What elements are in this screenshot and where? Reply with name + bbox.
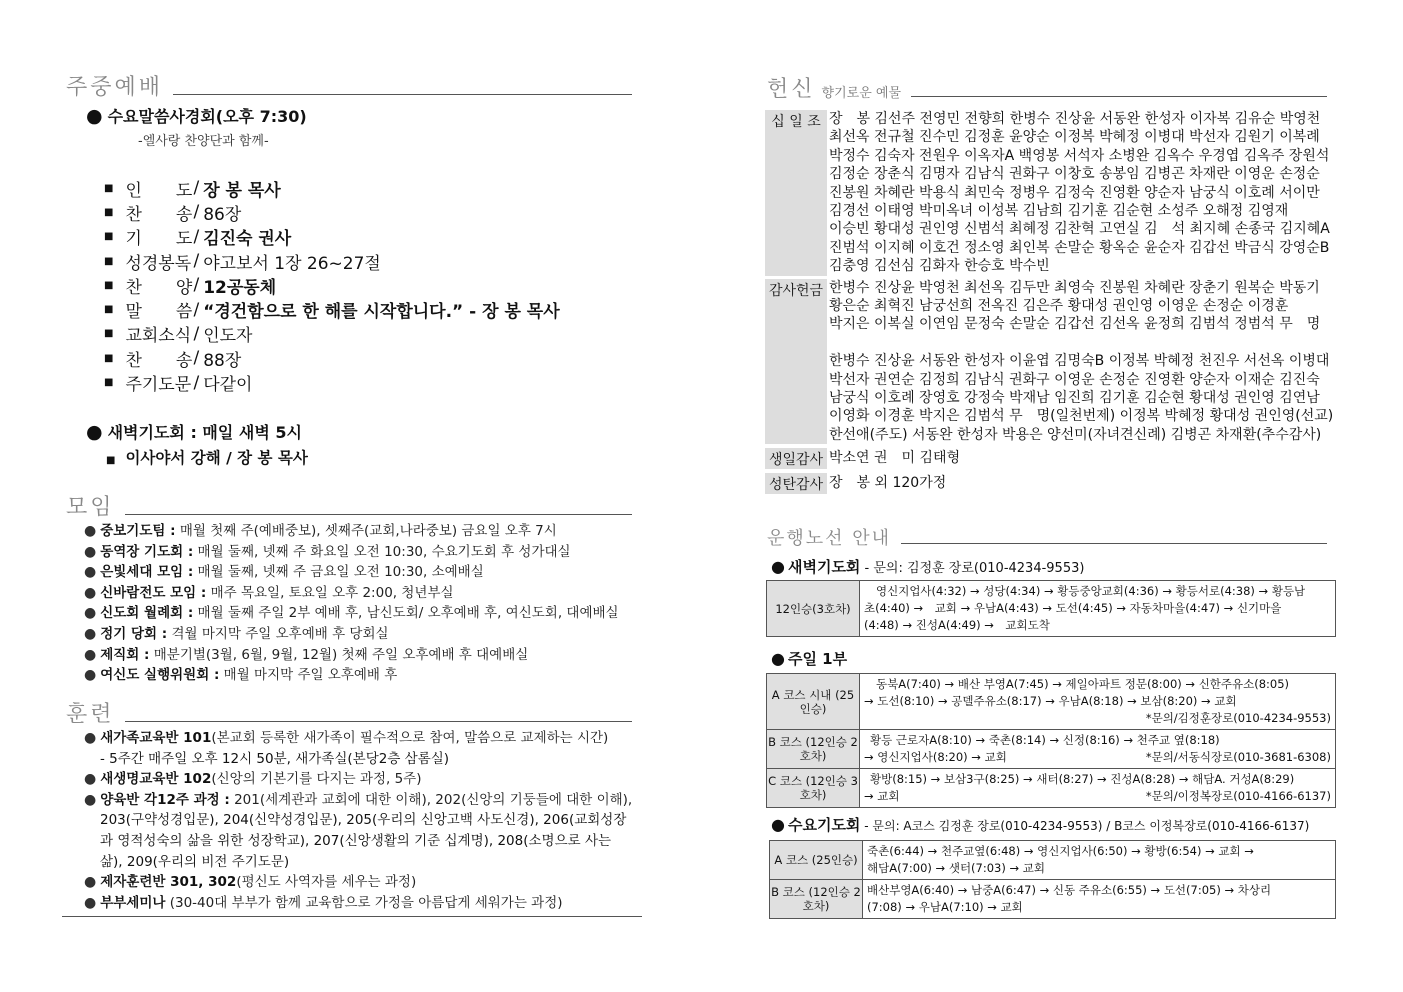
route-sunday-heading: ● 주일 1부 bbox=[771, 649, 848, 668]
route-wednesday-heading: ● 수요기도회 - 문의: A코스 김정훈 장로(010-4234-9553) / B코스 이정복장로(010-4166-6137) bbox=[771, 815, 1310, 834]
square-bullet-icon: ■ bbox=[104, 328, 114, 340]
square-bullet-icon: ■ bbox=[104, 231, 114, 243]
offering-row-thanks bbox=[765, 279, 1337, 445]
divider bbox=[901, 543, 1327, 544]
route-stops: 황등 근로자A(8:10) → 죽촌(8:14) → 신정(8:16) → 천주교 옆(8:18) → 영신지업사(8:20) → 교회 *문의/서동식장로(010-3681-6308) bbox=[864, 733, 1331, 764]
bullet-icon: ● bbox=[84, 667, 97, 684]
route-label: A 코스 (25인승) bbox=[770, 841, 863, 879]
route-stops: 영신지업사(4:32) → 성당(4:34) → 황등중앙교회(4:36) → 황등서로(4:38) → 황등남 초(4:40) → 교회 → 우남A(4:43) → 도선(4:45) → 자동차마을(4:47) → 신기마을 (4:48) → 진성A(4:49) → 교회도착 bbox=[864, 584, 1306, 632]
divider bbox=[911, 96, 1327, 97]
list-item: ● 중보기도팀 : 매월 첫째 주(예배중보), 셋째주(교회,나라중보) 금요일 오후 7시 bbox=[84, 523, 557, 539]
route-wednesday-table bbox=[769, 840, 1336, 919]
route-dawn-table bbox=[766, 580, 1336, 637]
offering-table bbox=[765, 110, 1337, 494]
bullet-icon: ● bbox=[771, 815, 785, 834]
bullet-icon: ● bbox=[86, 105, 103, 127]
route-stops: 죽촌(6:44) → 천주교옆(6:48) → 영신지업사(6:50) → 황방(6:54) → 교회 → 해담A(7:00) → 샛터(7:03) → 교회 bbox=[867, 844, 1254, 875]
offering-names: 한병수 진상윤 박영천 최선옥 김두만 최영숙 진봉원 차혜란 장춘기 원복순 박동기 황은순 최혁진 남궁선희 전옥진 김은주 황대성 권인영 이영운 손정순 이경훈 박지은 이복실 이연임 문정숙 손말순 김갑선 김선옥 윤정희 김범석 정범석 무 명 한병수 진상윤 서동완 한성자 이윤엽 김명숙B 이정복 박혜정 천진우 서선옥 이병대 박선자 권연순 김정희 김남식 권화구 이영운 손정순 진영환 양순자 이재순 김진숙 남궁식 이호례 장영호 강정숙 박재남 임진희 김기훈 김순현 황대성 권인영 김연남 이영화 이경훈 박지은 김범석 무 명(일천번제) 이정복 박혜정 황대성 권인영(선교) 한선애(주도) 서동완 한성자 박용은 양선미(자녀견신례) 김병곤 차재환(추수감사) bbox=[829, 279, 1334, 443]
bottom-divider bbox=[62, 916, 642, 917]
route-row bbox=[767, 581, 1335, 636]
bullet-icon: ● bbox=[84, 894, 97, 911]
divider bbox=[173, 94, 632, 95]
route-contact: *문의/서동식장로(010-3681-6308) bbox=[1145, 750, 1331, 764]
route-row bbox=[770, 879, 1335, 918]
route-row bbox=[767, 768, 1335, 807]
bullet-icon: ● bbox=[84, 771, 97, 788]
offering-subtitle: 향기로운 예물 bbox=[821, 86, 901, 101]
list-item: ● 제직회 : 매분기별(3월, 6월, 9월, 12월) 첫째 주일 오후예배 후 대예배실 bbox=[84, 646, 529, 663]
offering-names: 장 봉 외 120가정 bbox=[829, 475, 947, 492]
offering-label: 생일감사 bbox=[765, 448, 827, 469]
order-row: ■ 찬 양 / 12공동체 bbox=[104, 275, 277, 298]
bullet-icon: ● bbox=[84, 584, 97, 601]
bullet-icon: ● bbox=[86, 421, 103, 443]
routes-title: 운행노선 안내 bbox=[767, 528, 892, 549]
list-item: ● 새가족교육반 101(본교회 등록한 새가족이 필수적으로 참여, 말씀으로 교제하는 시간) bbox=[84, 730, 609, 746]
bullet-icon: ● bbox=[84, 605, 97, 622]
square-bullet-icon: ■ bbox=[104, 206, 114, 218]
square-bullet-icon: ■ bbox=[106, 455, 116, 466]
route-label: B 코스 (12인승 2호차) bbox=[770, 880, 863, 918]
list-item: ● 새생명교육반 102(신앙의 기본기를 다지는 과정, 5주) bbox=[84, 771, 422, 788]
offering-names: 박소연 권 미 김태형 bbox=[829, 450, 961, 467]
meetings-title: 모임 bbox=[66, 495, 115, 520]
offering-row-birthday bbox=[765, 447, 1337, 469]
route-label: C 코스 (12인승 3호차) bbox=[767, 769, 860, 807]
bullet-icon: ● bbox=[84, 874, 97, 891]
meetings-header bbox=[66, 490, 632, 521]
worship-header bbox=[66, 70, 632, 101]
wed-note: -엘사랑 찬양단과 함께- bbox=[138, 134, 269, 149]
offering-title: 헌신 bbox=[767, 77, 816, 102]
dawn-prayer-sub: ■ 이사야서 강해 / 장 봉 목사 bbox=[106, 449, 308, 467]
worship-title: 주중예배 bbox=[66, 75, 164, 100]
list-item: ● 양육반 각12주 과정 : 201(세계관과 교회에 대한 이해), 202(신앙의 기둥들에 대한 이해), bbox=[84, 791, 633, 808]
route-contact: *문의/이정복장로(010-4166-6137) bbox=[1145, 789, 1331, 803]
order-of-service bbox=[104, 176, 560, 395]
list-item: ● 제자훈련반 301, 302(평신도 사역자를 세우는 과정) bbox=[84, 874, 417, 891]
route-sunday-table bbox=[766, 673, 1336, 808]
list-item: ● 정기 당회 : 격월 마지막 주일 오후예배 후 당회실 bbox=[84, 625, 389, 642]
bullet-icon: ● bbox=[84, 564, 97, 581]
order-row: ■ 인 도 / 장 봉 목사 bbox=[104, 178, 281, 201]
offering-row-tithe bbox=[765, 110, 1337, 276]
square-bullet-icon: ■ bbox=[104, 352, 114, 364]
wed-service-label: 수요말씀사경회(오후 7:30) bbox=[107, 107, 307, 126]
training-header bbox=[66, 697, 632, 728]
route-stops: 배산부영A(6:40) → 남중A(6:47) → 신동 주유소(6:55) → 도선(7:05) → 차상리 (7:08) → 우남A(7:10) → 교회 bbox=[867, 883, 1272, 914]
offering-header bbox=[767, 72, 1327, 103]
list-item: ● 여신도 실행위원회 : 매월 마지막 주일 오후예배 후 bbox=[84, 667, 398, 684]
bullet-icon: ● bbox=[84, 625, 97, 642]
routes-header bbox=[767, 524, 1327, 550]
offering-label: 감사헌금 bbox=[765, 279, 827, 445]
bullet-icon: ● bbox=[84, 523, 97, 539]
list-item: ● 부부세미나 (30-40대 부부가 함께 교육함으로 가정을 아름답게 세워가는 과정) bbox=[84, 894, 563, 911]
order-row: ■ 찬 송 / 86장 bbox=[104, 202, 242, 225]
route-label: 12인승(3호차) bbox=[767, 581, 860, 636]
route-stops: 동북A(7:40) → 배산 부영A(7:45) → 제일아파트 정문(8:00) → 신한주유소(8:05) → 도선(8:10) → 공델주유소(8:17) → 우남A(8:18) → 보삼(8:20) → 교회 *문의/김정훈장로(010-4234-9553) bbox=[864, 677, 1331, 725]
route-dawn-heading: ● 새벽기도회 - 문의: 김정훈 장로(010-4234-9553) bbox=[771, 557, 1085, 576]
order-row: ■ 주기도문 / 다같이 bbox=[104, 372, 253, 396]
square-bullet-icon: ■ bbox=[104, 279, 114, 291]
route-row bbox=[770, 841, 1335, 879]
offering-label: 십 일 조 bbox=[765, 110, 827, 276]
training-title: 훈련 bbox=[66, 702, 115, 727]
list-item-continuation: 삶), 209(우리의 비전 주기도문) bbox=[100, 853, 290, 870]
list-item-continuation: - 5주간 매주일 오후 12시 50분, 새가족실(본당2층 삼롬실) bbox=[100, 750, 450, 767]
square-bullet-icon: ■ bbox=[104, 304, 114, 316]
bullet-icon: ● bbox=[771, 557, 785, 576]
list-item: ● 은빛세대 모임 : 매월 둘째, 넷째 주 금요일 오전 10:30, 소예배실 bbox=[84, 564, 484, 581]
bullet-icon: ● bbox=[84, 730, 97, 746]
route-row bbox=[767, 729, 1335, 768]
dawn-prayer: ● 새벽기도회 : 매일 새벽 5시 bbox=[86, 421, 302, 443]
square-bullet-icon: ■ bbox=[104, 377, 114, 389]
offering-names: 장 봉 김선주 전영민 전향희 한병수 진상윤 서동완 한성자 이자복 김유순 박영천 최선옥 전규철 진수민 김정훈 윤양순 이정복 박혜정 이병대 박선자 김원기 이복례 박정수 김숙자 전원우 이옥자A 백영봉 서석자 소병완 김옥수 우경엽 김옥주 장원석 김정순 장춘식 김명자 김남식 권화구 이창호 송봉임 김병곤 차재란 이영운 손정순 진봉원 차혜란 박용식 최민숙 정병우 김정숙 진영환 양순자 남궁식 이호례 서이만 김경선 이태영 박미옥녀 이성복 김남희 김기훈 김순현 소성주 오해정 김영재 이승빈 황대성 권인영 신범석 최혜정 김찬혁 고연실 김 석 최지혜 손종국 김지혜A 진범석 이지혜 이호건 정소영 최인복 손말순 황옥순 윤순자 김갑선 박금식 강영순B 김충영 김선심 김화자 한승호 박수빈 bbox=[829, 111, 1330, 275]
list-item: ● 동역장 기도회 : 매월 둘째, 넷째 주 화요일 오전 10:30, 수요기도회 후 성가대실 bbox=[84, 543, 571, 560]
list-item-continuation: 과 영적성숙의 삶을 위한 성장학교), 207(신앙생활의 기준 십계명), 208(소명으로 사는 bbox=[100, 832, 612, 849]
divider bbox=[125, 514, 632, 515]
order-row: ■ 기 도 / 김진숙 권사 bbox=[104, 226, 292, 250]
bullet-icon: ● bbox=[84, 646, 97, 663]
route-label: B 코스 (12인승 2호차) bbox=[767, 730, 860, 768]
list-item: ● 신도회 월례회 : 매월 둘째 주일 2부 예배 후, 남신도회/ 오후예배 후, 여신도회, 대예배실 bbox=[84, 605, 619, 622]
offering-row-christmas bbox=[765, 472, 1337, 494]
training-list bbox=[84, 728, 632, 913]
list-item: ● 신바람전도 모임 : 매주 목요일, 토요일 오후 2:00, 청년부실 bbox=[84, 584, 454, 601]
route-row bbox=[767, 674, 1335, 729]
order-row: ■ 말 씀 / “경건함으로 한 해를 시작합니다.” - 장 봉 목사 bbox=[104, 299, 560, 323]
route-contact: *문의/김정훈장로(010-4234-9553) bbox=[1145, 711, 1331, 725]
wed-service bbox=[86, 104, 307, 127]
offering-label: 성탄감사 bbox=[765, 473, 827, 494]
order-row: ■ 찬 송 / 88장 bbox=[104, 348, 242, 371]
route-label: A 코스 시내 (25인승) bbox=[767, 674, 860, 729]
route-stops: 황방(8:15) → 보삼3구(8:25) → 새터(8:27) → 진성A(8:28) → 해담A. 거성A(8:29) → 교회 *문의/이정복장로(010-4166-6137) bbox=[864, 772, 1331, 803]
list-item-continuation: 203(구약성경입문), 204(신약성경입문), 205(우리의 신앙고백 사도신경), 206(교회성장 bbox=[100, 812, 627, 829]
square-bullet-icon: ■ bbox=[104, 182, 114, 194]
divider bbox=[125, 721, 632, 722]
bullet-icon: ● bbox=[771, 649, 785, 668]
square-bullet-icon: ■ bbox=[104, 255, 114, 267]
bullet-icon: ● bbox=[84, 543, 97, 560]
order-row: ■ 성경봉독 / 야고보서 1장 26~27절 bbox=[104, 251, 381, 274]
order-row: ■ 교회소식 / 인도자 bbox=[104, 323, 253, 347]
bullet-icon: ● bbox=[84, 791, 97, 808]
meetings-list bbox=[84, 521, 619, 686]
